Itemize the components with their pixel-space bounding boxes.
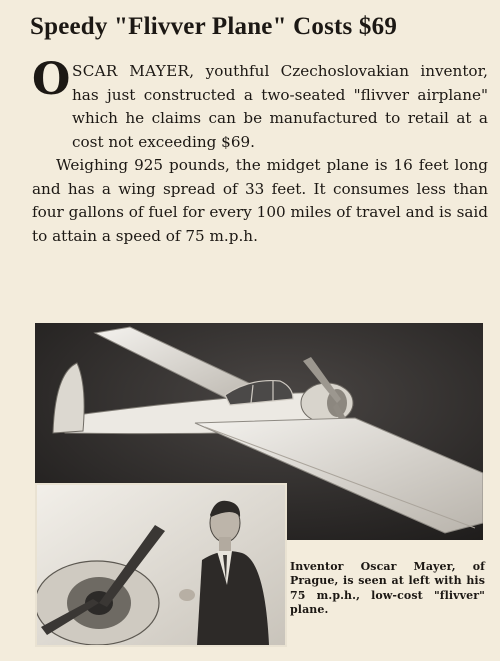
paragraph-1 bbox=[32, 54, 488, 154]
article-body bbox=[32, 54, 488, 263]
lead-in: SCAR MAYER, bbox=[72, 62, 195, 80]
article-title: Speedy "Flivver Plane" Costs $69 bbox=[30, 13, 398, 40]
drop-cap: O bbox=[32, 54, 71, 105]
inventor-photo bbox=[35, 483, 287, 647]
photo-caption: Inventor Oscar Mayer, of Prague, is seen at left with his 75 m.p.h., low-cost "flivver" plane. bbox=[290, 560, 485, 617]
paragraph-2: Weighing 925 pounds, the midget plane is 16 feet long and has a wing spread of 33 feet. It consumes less than four gallons of fuel for every 100 miles of travel and is said to attain a speed of 75 m.p.h. bbox=[32, 156, 488, 245]
inventor-illustration bbox=[37, 485, 285, 645]
paragraph-1-text: youthful Czechoslovakian inventor, has just constructed a two-seated "flivver airplane" which he claims can be manufactured to retail at a cost not exceeding $69. bbox=[72, 62, 488, 151]
